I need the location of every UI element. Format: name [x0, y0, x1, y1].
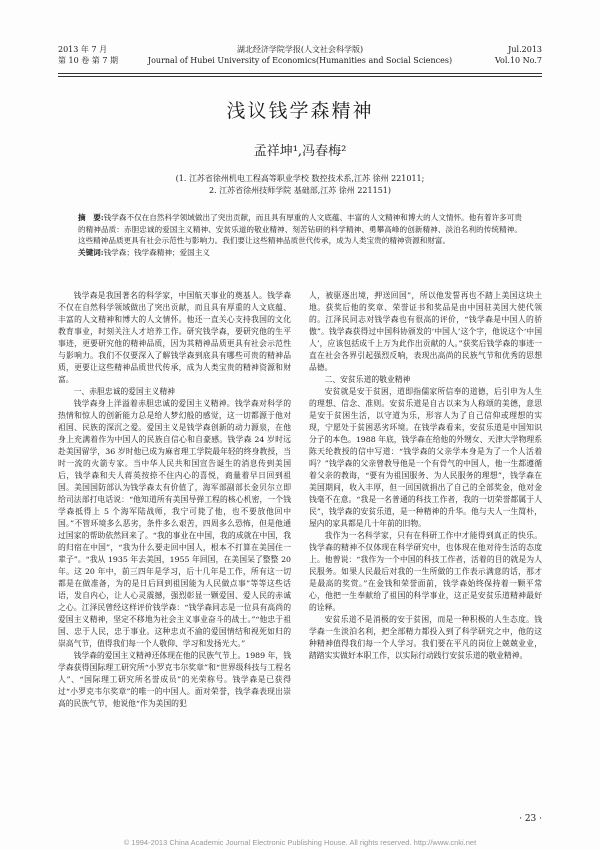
section-heading: 一、赤胆忠诚的爱国主义精神 — [73, 387, 175, 396]
affiliation-2: 2. 江苏省徐州技师学院 基础部,江苏 徐州 221151) — [208, 186, 391, 195]
header-volume-en: Vol.10 No.7 — [495, 56, 542, 65]
right-column — [309, 290, 542, 662]
copyright-footer: © 1994-2013 China Academic Journal Electronic Publishing House. All rights reserved. http://www.cnki.net — [123, 838, 477, 847]
header-rule — [58, 73, 542, 74]
header-rule-thin — [58, 76, 542, 77]
paper-authors: 孟祥坤¹,冯春梅² — [253, 144, 347, 159]
paragraph: 安贫乐道不是消极的安于贫困，而是一种积极的人生态度。钱学森一生淡泊名利，把全部精力都投入到了科学研究之中，他的这种精神值得我们每一个人学习。我们要在平凡的岗位上兢兢业业，踏踏实实做好本职工作，以实际行动践行安贫乐道的敬业精神。 — [309, 615, 542, 660]
header-center — [58, 44, 542, 66]
journal-name-en: Journal of Hubei University of Economics(Humanities and Social Sciences) — [147, 56, 453, 65]
header-right — [495, 44, 542, 66]
abstract-block — [78, 212, 522, 258]
abstract-text: 钱学森不仅在自然科学领域做出了突出贡献，而且具有厚重的人文底蕴、丰富的人文精神和博大的人文情怀。他有着许多可贵的精神品质：赤胆忠诚的爱国主义精神、安贫乐道的敬业精神、刻苦钻研的科学精神、勇攀高峰的创新精神、淡泊名利的传统精神。这些精神品质更具有社会示范性与影响力。我们要让这些精神品质世代传承，成为人类宝贵的精神资源和财富。 — [78, 213, 522, 245]
header-date-en: Jul.2013 — [508, 45, 542, 54]
paragraph: 钱学森的爱国主义精神还体现在他的民族气节上。1989 年，钱学森获得国际理工研究所“小罗克韦尔奖章”和“世界级科技与工程名人”、“国际理工研究所名誉成员”的光荣称号。钱学森是已获得过“小罗克韦尔奖章”的唯一的中国人。面对荣誉，钱学森表现出崇高的民族气节，他说他“作为美国的犯 — [58, 651, 291, 708]
paragraph: 钱学森是我国著名的科学家，中国航天事业的奠基人。钱学森不仅在自然科学领域做出了突出贡献，而且具有厚重的人文底蕴、丰富的人文精神和博大的人文情怀。他还一直关心支持我国的文化教育事业，时刻关注人才培养工作。研究钱学森，要研究他的生平事迹，更要研究他的精神品质，因为其精神品质更具有社会示范性与影响力。我们不仅要深入了解钱学森到底具有哪些可贵的精神品质，更要让这些精神品质世代传承，成为人类宝贵的精神资源和财富。 — [58, 291, 291, 384]
header-volume: 第 10 卷 第 7 期 — [58, 56, 118, 65]
paragraph: 人，被驱逐出境，押送回国”，所以他发誓再也不踏上美国这块土地。获奖后他的奖章、荣誉证书和奖品是由中国驻美国大使代领的。江泽民同志对钱学森也有很高的评价，“钱学森是中国人的骄傲”。钱学森获得过中国科协颁发的‘中国人’这个字，他说这个‘中国人’，应该包括成千上万为此作出贡献的人。”获奖后钱学森的事迹一直在社会各界引起强烈反响，表现出高尚的民族气节和优秀的思想品德。 — [309, 291, 542, 372]
paper-title: 浅议钱学森精神 — [226, 100, 374, 122]
paragraph: 我作为一名科学家，只有在科研工作中才能得到真正的快乐。钱学森的精神不仅体现在科学研究中，也体现在他对待生活的态度上。他曾说：“我作为一个中国的科技工作者，活着的目的就是为人民服务。如果人民最后对我的一生所做的工作表示满意的话，那才是最高的奖赏。”在金钱和荣誉面前，钱学森始终保持着一颗平常心，他把一生奉献给了祖国的科学事业，这正是安贫乐道精神最好的诠释。 — [309, 531, 542, 612]
abstract-label: 摘 要: — [78, 213, 104, 222]
running-header — [58, 44, 542, 74]
keywords-label: 关键词: — [78, 247, 104, 257]
left-column — [58, 290, 291, 710]
journal-name-cn: 湖北经济学院学报(人文社会科学版) — [236, 45, 364, 54]
affiliation-1: (1. 江苏省徐州机电工程高等职业学校 数控技术系,江苏 徐州 221011; — [175, 174, 425, 183]
paragraph: 安贫就是安于贫困，道即指儒家所信奉的道德，后引申为人生的理想、信念、准则。安贫乐道是自古以来为人称颂的美德，意思是安于贫困生活，以守道为乐，形容人为了自己信仰或理想的实现，宁愿处于贫困恶劣环境。在钱学森看来，安贫乐道是中国知识分子的本色。1988 年底，钱学森在给他的外甥女、天津大学物理系陈天纶教授的信中写道：“钱学森的父亲学本身是为了一个人活着吗？”钱学森的父亲曾教导他是一个有骨气的中国人，他一生都遵循着父亲的教诲，“要有为祖国服务、为人民服务的理想”，钱学森在美国期间，收入丰厚，但一回国就捐出了自己的全部奖金，他对金钱毫不在意。“我是一名普通的科技工作者，我的一切荣誉都属于人民”，钱学森的安贫乐道，是一种精神的升华。他与夫人一生简朴，屋内的家具都是几十年前的旧物。 — [309, 387, 542, 528]
page-number: · 23 · — [519, 814, 542, 824]
section-heading: 二、安贫乐道的敬业精神 — [324, 375, 411, 384]
keywords — [78, 247, 522, 259]
paragraph: 钱学森身上洋溢着赤胆忠诚的爱国主义精神。钱学森对科学的热情和惊人的创新能力总是给人梦幻般的感觉，这一切都源于他对祖国、民族的深沉之爱。爱国主义是钱学森创新的动力源泉，在他身上充满着作为中国人的民族自信心和自豪感。钱学森 24 岁时远赴美国留学，36 岁时他已成为麻省理工学院最年轻的终身教授，当时一流的火箭专家。当中华人民共和国宣告诞生的消息传到美国后，钱学森和夫人蒋英按捺不住内心的喜悦，商量着早日回到祖国。美国国防部认为钱学森太有价值了，海军部副部长金贝尔立即给司法部打电话说：“他知道所有美国导弹工程的核心机密，一个钱学森抵得上 5 个海军陆战师，我宁可毙了他，也不要放他回中国。”不管环境多么恶劣，条件多么艰苦，四周多么恐怖，但是他通过国家的帮助依然回来了。“我的事业在中国，我的成就在中国，我的归宿在中国”，“我为什么要走回中国人，根本不打算在美国住一辈子”。“我从 1935 年去美国，1955 年回国，在美国呆了整整 20 年。这 20 年中，前三四年是学习，后十几年是工作，所有这一切都是在做准备，为的是日后回到祖国能为人民做点事”等等这些话语，发自内心，让人心灵震撼，强烈彰显一颗爱国、爱人民的赤诚之心。江泽民曾经这样评价钱学森：“钱学森同志是一位具有高尚的爱国主义精神，坚定不移地为社会主义事业奋斗的战士。”“他忠于祖国、忠于人民，忠于事业。这种忠贞不渝的爱国情结和视死如归的崇高气节，值得我们每一个人敬仰、学习和发扬光大。” — [58, 399, 291, 648]
body-columns — [58, 290, 542, 808]
keywords-text: 钱学森；钱学森精神；爱国主义 — [103, 247, 210, 257]
header-date: 2013 年 7 月 — [58, 45, 108, 54]
affiliations — [0, 173, 600, 197]
abstract — [78, 212, 522, 247]
